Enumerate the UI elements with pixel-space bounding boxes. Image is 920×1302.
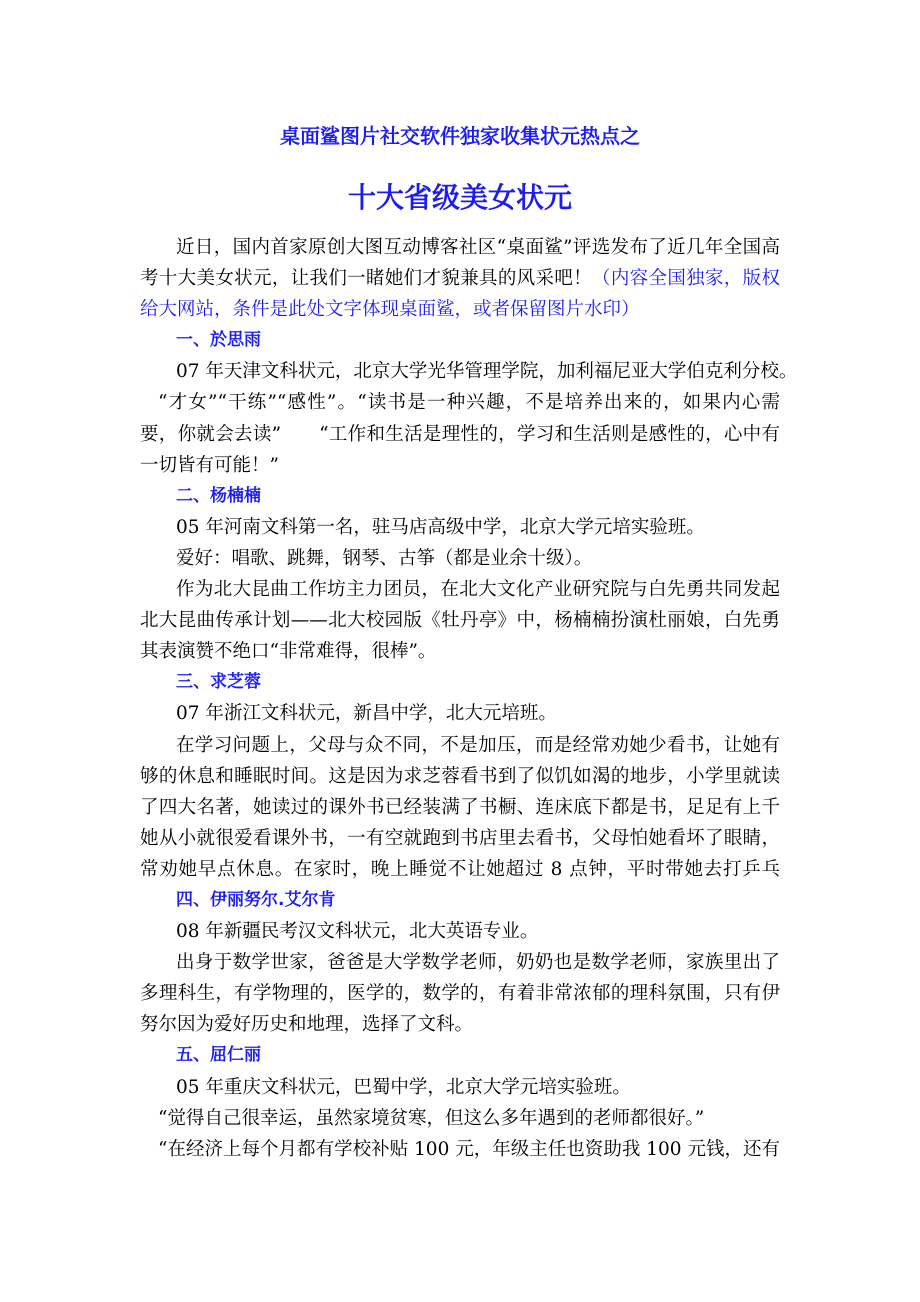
paragraph xyxy=(140,698,780,885)
text-line xyxy=(140,450,780,481)
copyright-note: 给大网站，条件是此处文字体现桌面鲨，或者保留图片水印） xyxy=(140,299,640,321)
text-line xyxy=(140,1103,780,1134)
text-line xyxy=(140,978,780,1009)
text-segment: 够的休息和睡眠时间。这是因为求芝蓉看书到了似饥如渴的地步，小学里就读 xyxy=(140,765,780,787)
text-segment: 一切皆有可能！” xyxy=(140,454,279,476)
text-line xyxy=(140,356,798,387)
text-segment: 北大昆曲传承计划——北大校园版《牡丹亭》中，杨楠楠扮演杜丽娘，白先勇 xyxy=(140,610,780,632)
document-title: 桌面鲨图片社交软件独家收集状元热点之 xyxy=(280,124,640,148)
text-line xyxy=(140,730,780,761)
text-line xyxy=(140,232,780,263)
text-segment: 努尔因为爱好历史和地理，选择了文科。 xyxy=(140,1014,474,1036)
text-segment: 爱好：唱歌、跳舞，钢琴、古筝（都是业余十级）。 xyxy=(176,547,593,569)
paragraph xyxy=(140,356,798,480)
text-segment: 要，你就会去读” “工作和生活是理性的，学习和生活则是感性的，心中有 xyxy=(140,423,780,445)
text-segment: 其表演赞不绝口“非常难得，很棒”。 xyxy=(140,641,437,663)
text-line xyxy=(140,1009,780,1040)
text-segment: 近日，国内首家原创大图互动博客社区“桌面鲨”评选发布了近几年全国高 xyxy=(176,237,780,258)
text-line xyxy=(140,698,780,729)
text-line xyxy=(140,605,780,636)
text-line xyxy=(140,543,780,574)
text-segment: 07 年浙江文科状元，新昌中学，北大元培班。 xyxy=(176,703,557,725)
text-line xyxy=(140,823,780,854)
text-segment: 在学习问题上，父母与众不同，不是加压，而是经常劝她少看书，让她有 xyxy=(176,734,780,756)
text-segment: 考十大美女状元，让我们一睹她们才貌兼具的风采吧！ xyxy=(140,268,592,290)
text-segment: 出身于数学世家，爸爸是大学数学老师，奶奶也是数学老师，家族里出了 xyxy=(176,952,780,974)
text-line xyxy=(140,792,780,823)
document-subtitle: 十大省级美女状元 xyxy=(347,181,572,214)
paragraph xyxy=(140,232,780,325)
text-line xyxy=(140,419,780,450)
text-segment: 05 年重庆文科状元，巴蜀中学，北京大学元培实验班。 xyxy=(176,1076,631,1098)
copyright-note: （内容全国独家，版权 xyxy=(591,268,780,290)
text-segment: 07 年天津文科状元，北京大学光华管理学院，加利福尼亚大学伯克利分校。 xyxy=(176,361,798,383)
text-line xyxy=(140,1134,780,1165)
paragraph xyxy=(140,512,780,667)
paragraph xyxy=(140,916,780,1040)
text-line xyxy=(140,294,780,325)
text-segment: 常劝她早点休息。在家时，晚上睡觉不让她超过 8 点钟，平时带她去打乒乓 xyxy=(140,858,780,880)
text-segment: 05 年河南文科第一名，驻马店高级中学，北京大学元培实验班。 xyxy=(176,516,705,538)
text-line xyxy=(140,574,780,605)
section-heading: 五、屈仁丽 xyxy=(176,1045,261,1066)
paragraph xyxy=(140,1072,780,1165)
text-line xyxy=(140,512,780,543)
text-line xyxy=(140,387,780,418)
text-segment: “才女”“干练”“感性”。“读书是一种兴趣，不是培养出来的，如果内心需 xyxy=(158,392,780,414)
document-body xyxy=(140,232,798,1165)
section-heading: 一、於思雨 xyxy=(176,330,261,351)
text-line xyxy=(140,916,780,947)
text-line xyxy=(140,263,780,294)
text-line xyxy=(140,761,780,792)
text-segment: 她从小就很爱看课外书，一有空就跑到书店里去看书，父母怕她看坏了眼睛， xyxy=(140,827,780,849)
text-segment: 了四大名著，她读过的课外书已经装满了书橱、连床底下都是书，足足有上千 xyxy=(140,796,780,818)
text-line xyxy=(140,1072,780,1103)
text-segment: “觉得自己很幸运，虽然家境贫寒，但这么多年遇到的老师都很好。” xyxy=(158,1107,705,1129)
text-line xyxy=(140,947,780,978)
section-heading: 三、求芝蓉 xyxy=(176,672,261,693)
text-segment: 作为北大昆曲工作坊主力团员，在北大文化产业研究院与白先勇共同发起 xyxy=(176,579,780,601)
section-heading: 二、杨楠楠 xyxy=(176,485,261,506)
text-segment: 08 年新疆民考汉文科状元，北大英语专业。 xyxy=(176,921,539,943)
text-line xyxy=(140,636,780,667)
section-heading: 四、伊丽努尔.艾尔肯 xyxy=(176,889,336,910)
text-segment: “在经济上每个月都有学校补贴 100 元，年级主任也资助我 100 元钱，还有 xyxy=(158,1138,780,1160)
text-line xyxy=(140,854,780,885)
text-segment: 多理科生，有学物理的，医学的，数学的，有着非常浓郁的理科氛围，只有伊 xyxy=(140,983,780,1005)
